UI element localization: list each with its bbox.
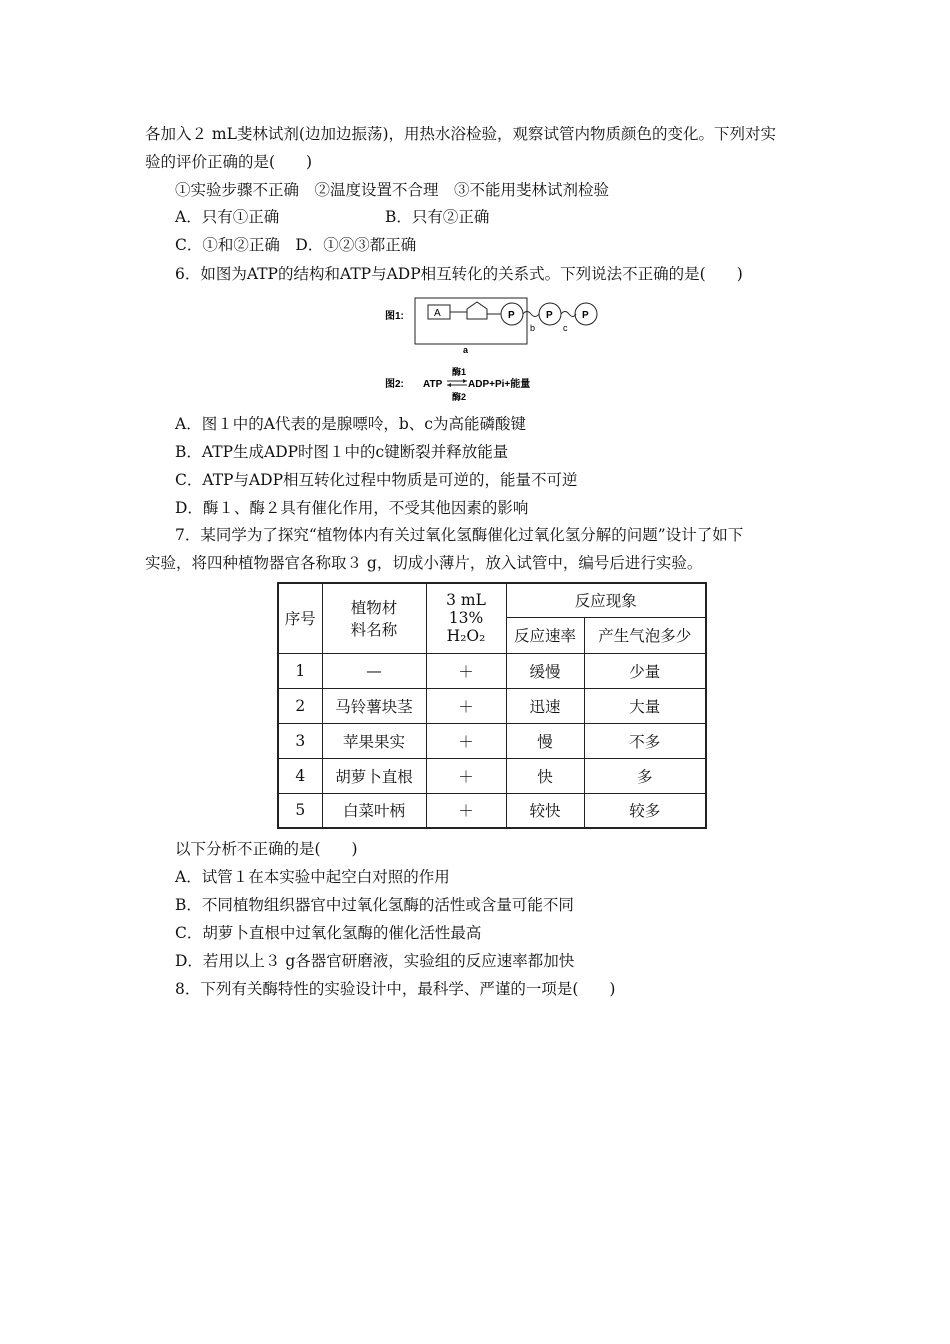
- header-rate: 反应速率: [506, 617, 584, 653]
- header-material: [322, 583, 426, 653]
- phosphate-label-2: P: [546, 310, 553, 321]
- q7-option-a: A．试管１在本实验中起空白对照的作用: [175, 868, 450, 886]
- header-phenomenon: 反应现象: [506, 583, 706, 617]
- cell-number: 1: [278, 653, 322, 688]
- q7-stem-line1: 7．某同学为了探究“植物体内有关过氧化氢酶催化过氧化氢分解的问题”设计了如下: [175, 526, 744, 544]
- cell-reagent: ＋: [426, 723, 506, 758]
- cell-reagent: ＋: [426, 793, 506, 828]
- q5-line2: 验的评价正确的是( ): [145, 153, 313, 171]
- reverse-arrowhead: [447, 383, 451, 387]
- high-energy-bond-b: [523, 312, 539, 317]
- q5-option-cd: C．①和②正确 D．①②③都正确: [175, 236, 417, 254]
- experiment-table: [277, 582, 707, 829]
- label-c: c: [563, 323, 568, 333]
- header-reagent-line2: H₂O₂: [446, 627, 486, 646]
- cell-rate: 快: [506, 758, 584, 793]
- cell-material: —: [322, 653, 426, 688]
- enzyme2-label: 酶2: [452, 392, 467, 402]
- equation-left: ATP: [423, 379, 443, 390]
- cell-reagent: ＋: [426, 653, 506, 688]
- cell-material: 苹果果实: [322, 723, 426, 758]
- q7-option-d: D．若用以上３ g各器官研磨液，实验组的反应速率都加快: [175, 952, 575, 970]
- header-material-line2: 料名称: [350, 621, 398, 640]
- high-energy-bond-c: [561, 312, 576, 317]
- phosphate-label-3: P: [582, 310, 589, 321]
- cell-rate: 缓慢: [506, 653, 584, 688]
- table-row: [278, 653, 706, 688]
- q5-option-a: A．只有①正确: [175, 208, 280, 226]
- label-a: a: [463, 345, 469, 355]
- table-row: [278, 793, 706, 828]
- cell-number: 3: [278, 723, 322, 758]
- cell-bubbles: 多: [584, 758, 706, 793]
- header-material-line1: 植物材: [350, 599, 398, 618]
- enzyme1-label: 酶1: [452, 367, 467, 377]
- table-row: [278, 723, 706, 758]
- q6-stem: 6．如图为ATP的结构和ATP与ADP相互转化的关系式。下列说法不正确的是( ): [175, 265, 743, 283]
- q7-option-b: B．不同植物组织器官中过氧化氢酶的活性或含量可能不同: [175, 896, 574, 914]
- header-number: 序号: [278, 583, 322, 653]
- header-reagent-line1: 3 mL 13%: [446, 591, 486, 628]
- cell-number: 5: [278, 793, 322, 828]
- q7-stem-line2: 实验，将四种植物器官各称取３ g，切成小薄片，放入试管中，编号后进行实验。: [145, 554, 703, 572]
- q7-option-c: C．胡萝卜直根中过氧化氢酶的催化活性最高: [175, 924, 482, 942]
- cell-bubbles: 大量: [584, 688, 706, 723]
- q5-line1: 各加入２ mL斐林试剂(边加边振荡)，用热水浴检验，观察试管内物质颜色的变化。下列对实: [145, 125, 777, 143]
- equation-right: ADP+Pi+能量: [468, 379, 531, 390]
- forward-arrowhead: [463, 379, 467, 383]
- q6-option-d: D．酶１、酶２具有催化作用，不受其他因素的影响: [175, 499, 529, 517]
- q6-option-a: A．图１中的A代表的是腺嘌呤，b、c为高能磷酸键: [175, 415, 526, 433]
- cell-number: 4: [278, 758, 322, 793]
- phosphate-label-1: P: [508, 310, 515, 321]
- cell-rate: 较快: [506, 793, 584, 828]
- cell-reagent: ＋: [426, 688, 506, 723]
- q5-statements: ①实验步骤不正确 ②温度设置不合理 ③不能用斐林试剂检验: [175, 181, 610, 199]
- q7-question: 以下分析不正确的是( ): [175, 840, 358, 858]
- cell-material: 白菜叶柄: [322, 793, 426, 828]
- q6-option-b: B．ATP生成ADP时图１中的c键断裂并释放能量: [175, 443, 509, 461]
- label-b: b: [530, 323, 536, 333]
- ribose-pentagon: [467, 302, 487, 319]
- cell-rate: 迅速: [506, 688, 584, 723]
- q8-stem: 8．下列有关酶特性的实验设计中，最科学、严谨的一项是( ): [175, 980, 616, 998]
- cell-bubbles: 较多: [584, 793, 706, 828]
- adenine-label: A: [434, 308, 441, 319]
- table-row: [278, 758, 706, 793]
- cell-bubbles: 不多: [584, 723, 706, 758]
- cell-number: 2: [278, 688, 322, 723]
- cell-reagent: ＋: [426, 758, 506, 793]
- cell-rate: 慢: [506, 723, 584, 758]
- header-bubbles: 产生气泡多少: [584, 617, 706, 653]
- figure2-label: 图2:: [385, 379, 404, 390]
- cell-bubbles: 少量: [584, 653, 706, 688]
- cell-material: 马铃薯块茎: [322, 688, 426, 723]
- atp-structure-figure: [385, 293, 605, 411]
- cell-material: 胡萝卜直根: [322, 758, 426, 793]
- q5-option-b: B．只有②正确: [385, 208, 490, 226]
- table-row: [278, 688, 706, 723]
- header-reagent: [426, 583, 506, 653]
- q6-option-c: C．ATP与ADP相互转化过程中物质是可逆的，能量不可逆: [175, 471, 578, 489]
- figure1-label: 图1:: [385, 311, 404, 322]
